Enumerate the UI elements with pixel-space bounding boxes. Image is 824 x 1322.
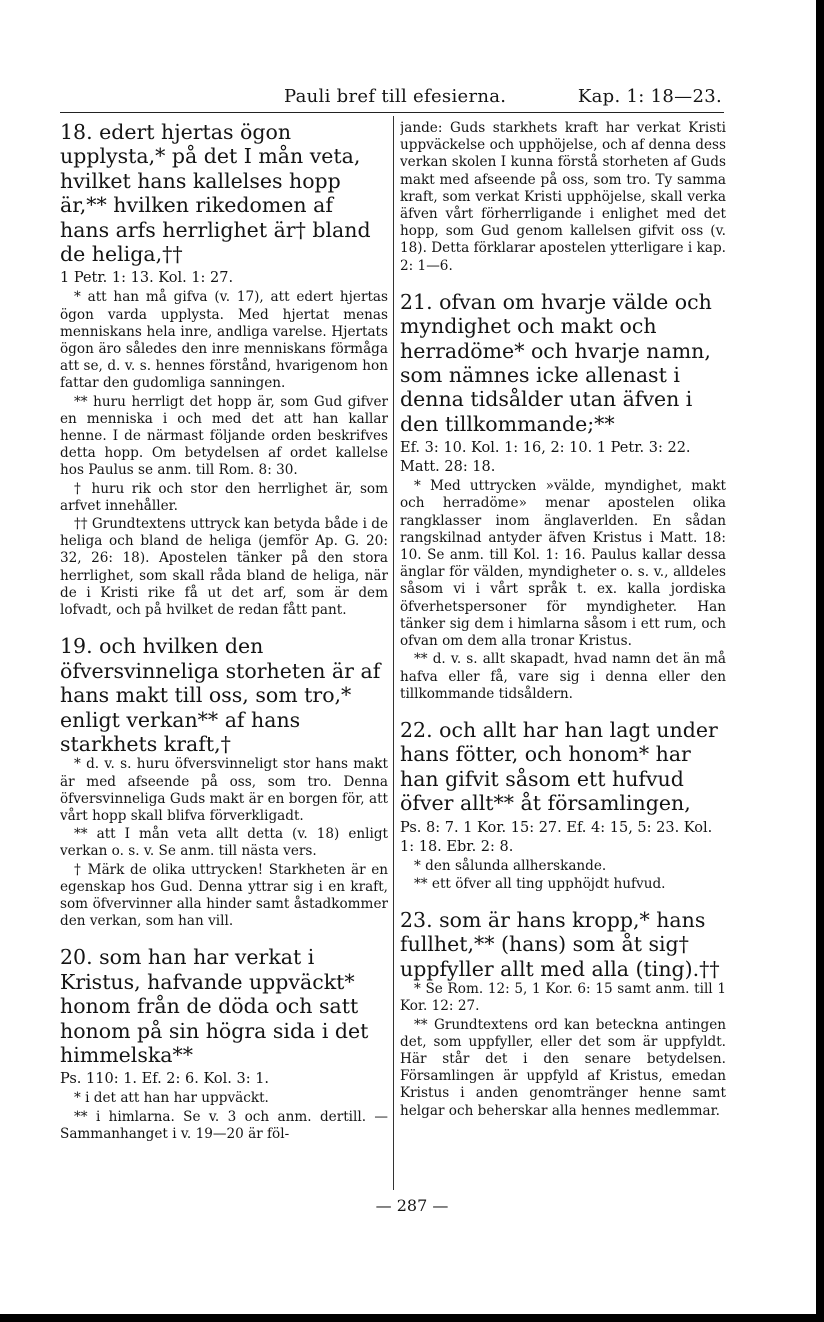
spacer bbox=[400, 276, 726, 290]
footnote: * Med uttrycken »välde, myndighet, makt och herradöme» menar apostelen olika rangklasser inom änglaverlden. En sådan rangskilnad antyder äfven Kristus i Matt. 18: 10. Se anm. till Kol. 1: 16. Paulus kallar dessa änglar för välden, myndigheter o. s. v., alldeles såsom vi i vårt språk t. ex. kalla jordiska öfverhetspersoner för myndigheter. Han tänker sig dem i himlarna såsom i ett rum, och ofvan om dem alla tronar Kristus. bbox=[400, 478, 726, 650]
footnote: * d. v. s. huru öfversvinneligt stor hans makt är med afseende på oss, som tro. Denna öfversvinneliga Guds makt är en borgen för, att vårt hopp skall blifva förverkligadt. bbox=[60, 756, 388, 824]
header-chapter-reference: Kap. 1: 18—23. bbox=[577, 86, 722, 107]
footnote: * att han må gifva (v. 17), att edert hjertas ögon varda upplysta. Med hjertat menas menniskans hela inre, andliga varelse. Hjertats ögon äro således den inre menniskans förmåga att se, d. v. s. hennes förstånd, hvarigenom hon fattar den gudomliga sanningen. bbox=[60, 289, 388, 392]
verse-20-references: Ps. 110: 1. Ef. 2: 6. Kol. 3: 1. bbox=[60, 1071, 270, 1088]
footnote: * i det att han har uppväckt. bbox=[74, 1090, 269, 1107]
column-divider bbox=[393, 116, 394, 1190]
spacer bbox=[400, 894, 726, 908]
footnote-continued: jande: Guds starkhets kraft har verkat Kristi uppväckelse och upphöjelse, och af denna dess verkan skolen I kunna förstå storheten af Guds makt med afseende på oss, som tro. Ty samma kraft, som verkat Kristi upphöjelse, skall verka äfven vårt förherrligande i enlighet med det hopp, som Gud genom kallelsen gifvit oss (v. 18). Detta förklarar apostelen ytterligare i kap. 2: 1—6. bbox=[400, 120, 726, 274]
footnote: * den sålunda allherskande. bbox=[414, 857, 607, 874]
verse-22-references: Ps. 8: 7. 1 Kor. 15: 27. Ef. 4: 15, 5: 23. Kol. 1: 18. Ebr. 2: 8. bbox=[400, 819, 713, 855]
verse-18: 18. edert hjertas ögon upplysta,* på det I mån veta, hvilket hans kallelses hopp är,** hvilken rikedomen af hans arfs herrlighet är† bland de heliga,†† bbox=[60, 120, 371, 267]
scan-edge-bottom bbox=[0, 1314, 824, 1322]
page-number: — 287 — bbox=[375, 1196, 449, 1215]
spacer bbox=[60, 620, 388, 634]
footnote: ** Grundtextens ord kan betecknа antingen det, som uppfyller, eller det som är uppfyldt. Här står det i den senare betydelsen. Församlingen är uppfyld af Kristus, emedan Kristus i anden genomtränger henne samt helgar och beherskar alla hennes medlemmar. bbox=[400, 1016, 726, 1119]
spacer bbox=[60, 931, 388, 945]
footnote: ** ett öfver all ting upphöjdt hufvud. bbox=[414, 875, 666, 892]
footnote: ** att I mån veta allt detta (v. 18) enligt verkan o. s. v. Se anm. till nästa vers. bbox=[60, 826, 388, 860]
spacer bbox=[400, 704, 726, 718]
right-column bbox=[400, 120, 726, 1188]
footnote: ** i himlarna. Se v. 3 och anm. dertill. — Sammanhanget i v. 19—20 är föl- bbox=[60, 1108, 388, 1142]
verse-20: 20. som han har verkat i Kristus, hafvande uppväckt* honom från de döda och satt honom på sin högra sida i det himmelska** bbox=[60, 945, 369, 1067]
scan-edge-right bbox=[816, 0, 824, 1322]
left-column bbox=[60, 120, 388, 1188]
footnote: * Se Rom. 12: 5, 1 Kor. 6: 15 samt anm. till 1 Kor. 12: 27. bbox=[400, 981, 726, 1015]
running-header bbox=[60, 82, 724, 113]
footnote: ** d. v. s. allt skapadt, hvad namn det än må hafva eller få, vare sig i denna eller den tillkommande tidsåldern. bbox=[400, 651, 726, 702]
footnote: † Märk de olika uttrycken! Starkheten är en egenskap hos Gud. Denna yttrar sig i en kraft, som öfvervinner alla hinder samt åstadkommer den verkan, som han vill. bbox=[60, 861, 388, 930]
verse-18-references: 1 Petr. 1: 13. Kol. 1: 27. bbox=[60, 270, 234, 287]
footnote: † huru rik och stor den herrlighet är, som arfvet innehåller. bbox=[60, 480, 388, 514]
footnote: †† Grundtextens uttryck kan betyda både i de heliga och bland de heliga (jemför Ap. G. 20: 32, 26: 18). Apostelen tänker på den stora herrlighet, som skall råda bland de heliga, när de i Kristi rike få ut det arf, som är dem lofvadt, och på hvilket de redan fått pant. bbox=[60, 516, 388, 619]
verse-21: 21. ofvan om hvarje välde och myndighet och makt och herradöme* och hvarje namn, som nämnes icke allenast i denna tidsålder utan äfven i den tillkommande;** bbox=[400, 289, 712, 436]
verse-19: 19. och hvilken den öfversvinneliga storheten är af hans makt till oss, som tro,* enligt verkan** af hans starkhets kraft,† bbox=[60, 634, 381, 756]
verse-21-references: Ef. 3: 10. Kol. 1: 16, 2: 10. 1 Petr. 3: 22. Matt. 28: 18. bbox=[400, 440, 691, 476]
verse-22: 22. och allt har han lagt under hans fötter, och honom* har han gifvit såsom ett hufvud öfver allt** åt församlingen, bbox=[400, 717, 718, 816]
verse-23: 23. som är hans kropp,* hans fullhet,** (hans) som åt sig† uppfyller allt med alla (ting).†† bbox=[400, 907, 720, 981]
header-title: Pauli bref till efesierna. bbox=[284, 86, 507, 107]
footnote: ** huru herrligt det hopp är, som Gud gifver en menniska i och med det att han kallar henne. I de närmast följande orden beskrifves detta hopp. Om betydelsen af ordet kallelse hos Paulus se anm. till Rom. 8: 30. bbox=[60, 393, 388, 479]
